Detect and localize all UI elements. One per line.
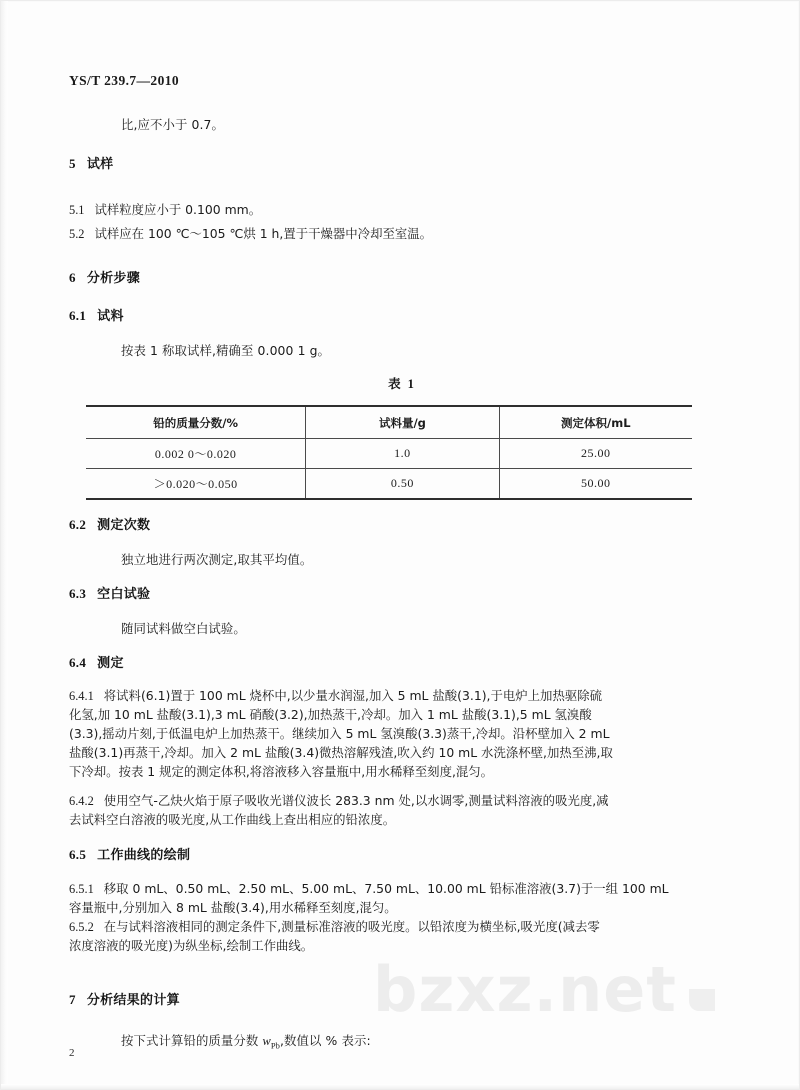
clause-6-4-1-line-2: 化氢,加 10 mL 盐酸(3.1),3 mL 硝酸(3.2),加热蒸干,冷却。加入 1 mL 盐酸(3.1),5 mL 氢溴酸 — [69, 707, 592, 722]
formula-variable — [262, 1034, 280, 1051]
subsection-number-6-2: 6.2 — [69, 517, 87, 532]
subsection-heading-6-4 — [69, 652, 124, 671]
table-header-measure-volume: 测定体积/mL — [499, 406, 692, 439]
clause-6-4-1-text-1: 将试料(6.1)置于 100 mL 烧杯中,以少量水润湿,加入 5 mL 盐酸(3.1),于电炉上加热驱除硫 — [103, 688, 603, 703]
clause-6-4-1-line-4: 盐酸(3.1)再蒸干,冷却。加入 2 mL 盐酸(3.4)微热溶解残渣,吹入约 10 mL 水洗涤杯壁,加热至沸,取 — [69, 745, 613, 760]
subsection-number-6-1: 6.1 — [69, 308, 87, 323]
section-7-body-prefix: 按下式计算铅的质量分数 — [121, 1033, 263, 1048]
subsection-number-6-4: 6.4 — [69, 655, 87, 670]
page-number: 2 — [69, 1047, 75, 1059]
section-title-5: 试样 — [86, 157, 114, 172]
section-number-7: 7 — [69, 992, 76, 1007]
table-cell-sample-mass-1: 1.0 — [306, 439, 499, 469]
sample-mass-table — [86, 405, 692, 500]
standard-code-header: YS/T 239.7—2010 — [69, 73, 180, 88]
formula-variable-symbol: w — [262, 1034, 271, 1048]
clause-6-4-1-line-3: (3.3),摇动片刻,于低温电炉上加热蒸干。继续加入 5 mL 氢溴酸(3.3)蒸干,冷却。沿杯壁加入 2 mL — [69, 726, 610, 741]
subsection-title-6-5: 工作曲线的绘制 — [97, 848, 191, 863]
section-7-body-suffix: ,数值以 % 表示: — [280, 1033, 371, 1048]
clause-6-4-2-line-2: 去试料空白溶液的吸光度,从工作曲线上查出相应的铅浓度。 — [69, 812, 396, 827]
clause-6-4-2-text-1: 使用空气-乙炔火焰于原子吸收光谱仪波长 283.3 nm 处,以水调零,测量试料溶液的吸光度,减 — [103, 793, 609, 808]
subsection-heading-6-5 — [69, 844, 190, 863]
section-heading-5 — [69, 153, 113, 172]
clause-6-5-1-text-1: 移取 0 mL、0.50 mL、2.50 mL、5.00 mL、7.50 mL、10.00 mL 铅标准溶液(3.7)于一组 100 mL — [103, 881, 669, 896]
clause-6-4-1-line-5: 下冷却。按表 1 规定的测定体积,将溶液移入容量瓶中,用水稀释至刻度,混匀。 — [69, 764, 494, 779]
table-row — [86, 469, 692, 500]
clause-number-5-1: 5.1 — [69, 203, 85, 217]
table-header-lead-fraction: 铅的质量分数/% — [86, 406, 306, 439]
section-heading-6 — [69, 267, 140, 286]
section-heading-7 — [69, 989, 180, 1008]
table-header-sample-mass: 试料量/g — [306, 406, 499, 439]
subsection-number-6-5: 6.5 — [69, 847, 87, 862]
table-cell-sample-mass-2: 0.50 — [306, 469, 499, 500]
clause-6-5-2-line-2: 浓度溶液的吸光度)为纵坐标,绘制工作曲线。 — [69, 938, 314, 953]
table-cell-lead-fraction-1: 0.002 0～0.020 — [86, 439, 306, 469]
clause-5-1 — [69, 198, 261, 223]
section-number-6: 6 — [69, 270, 76, 285]
subsection-number-6-3: 6.3 — [69, 586, 87, 601]
subsection-body-6-1: 按表 1 称取试样,精确至 0.000 1 g。 — [121, 343, 331, 358]
section-number-5: 5 — [69, 156, 76, 171]
table-cell-measure-volume-1: 25.00 — [499, 439, 692, 469]
formula-variable-subscript: Pb — [270, 1040, 280, 1051]
section-title-6: 分析步骤 — [86, 271, 141, 286]
table-cell-measure-volume-2: 50.00 — [499, 469, 692, 500]
table-caption-number: 1 — [407, 377, 414, 391]
subsection-title-6-2: 测定次数 — [97, 518, 151, 533]
clause-number-6-5-1: 6.5.1 — [69, 882, 94, 896]
subsection-title-6-4: 测定 — [97, 656, 124, 671]
page-content — [1, 1, 800, 1090]
subsection-heading-6-3 — [69, 583, 150, 602]
carryover-paragraph: 比,应不小于 0.7。 — [121, 117, 225, 132]
clause-number-6-4-1: 6.4.1 — [69, 689, 94, 703]
table-caption-label: 表 — [388, 376, 401, 391]
table-row — [86, 439, 692, 469]
clause-5-2 — [69, 222, 432, 247]
subsection-body-6-2: 独立地进行两次测定,取其平均值。 — [121, 552, 313, 567]
subsection-title-6-1: 试料 — [97, 309, 124, 324]
table-cell-lead-fraction-2: ＞0.020～0.050 — [86, 469, 306, 500]
section-7-body — [121, 1029, 371, 1057]
clause-text-5-1: 试样粒度应小于 0.100 mm。 — [94, 202, 262, 217]
subsection-heading-6-1 — [69, 305, 124, 324]
section-title-7: 分析结果的计算 — [86, 993, 180, 1008]
subsection-heading-6-2 — [69, 514, 150, 533]
clause-number-6-5-2: 6.5.2 — [69, 920, 94, 934]
clause-text-5-2: 试样应在 100 ℃～105 ℃烘 1 h,置于干燥器中冷却至室温。 — [94, 226, 433, 241]
subsection-body-6-3: 随同试料做空白试验。 — [121, 621, 246, 636]
site-watermark: bzxz.net — [373, 953, 677, 1026]
clause-number-6-4-2: 6.4.2 — [69, 794, 94, 808]
table-caption — [1, 374, 800, 392]
clause-6-5-2-text-1: 在与试料溶液相同的测定条件下,测量标准溶液的吸光度。以铅浓度为横坐标,吸光度(减去零 — [103, 919, 600, 934]
clause-6-5-1-line-2: 容量瓶中,分别加入 8 mL 盐酸(3.4),用水稀释至刻度,混匀。 — [69, 900, 397, 915]
table-header-row — [86, 406, 692, 439]
subsection-title-6-3: 空白试验 — [97, 587, 151, 602]
clause-number-5-2: 5.2 — [69, 227, 85, 241]
